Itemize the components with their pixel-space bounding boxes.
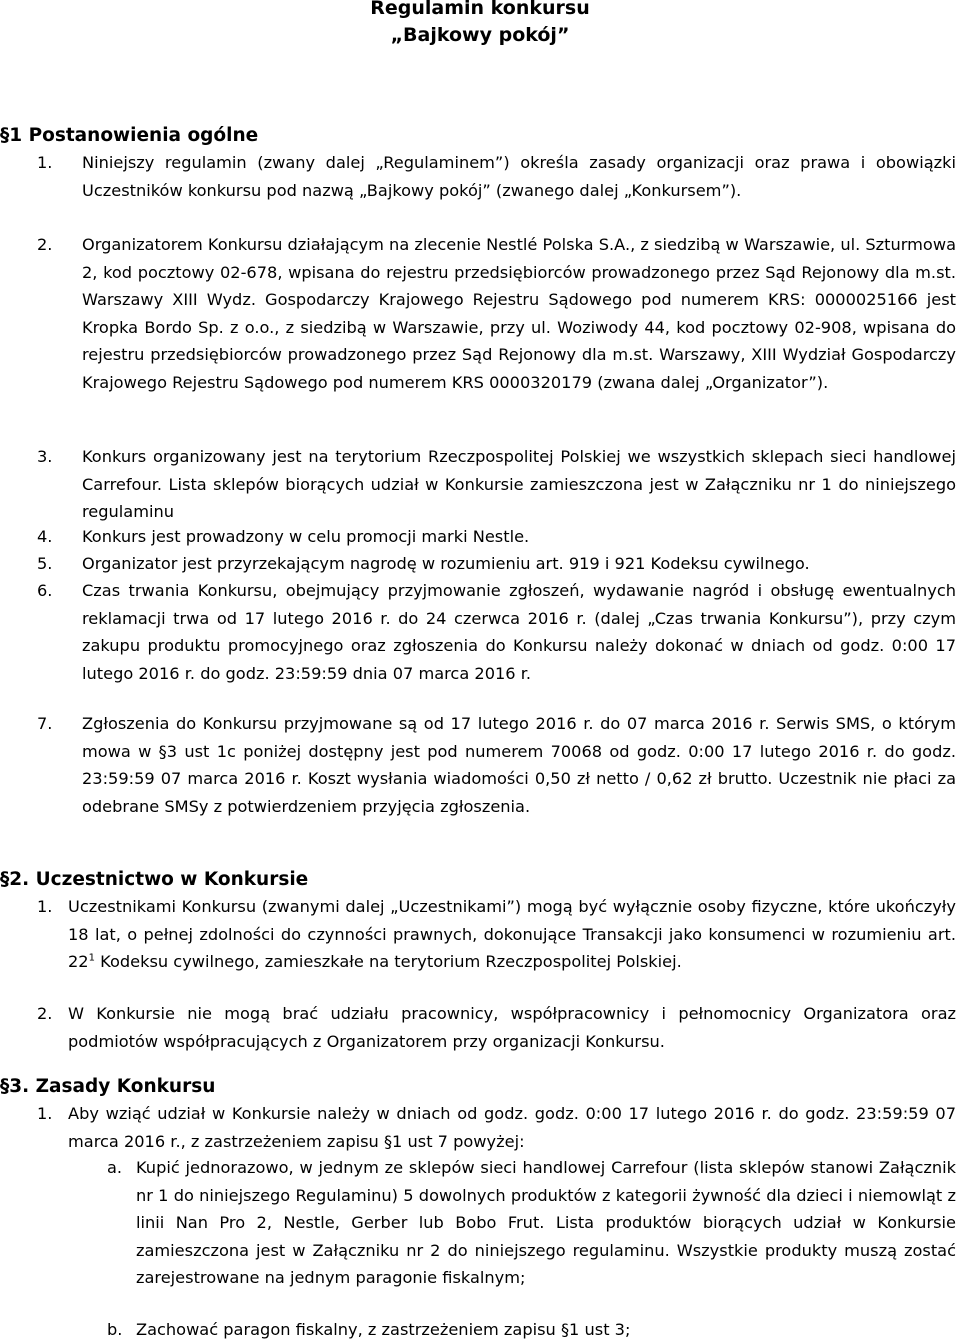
list-item-text: W Konkursie nie mogą brać udziału pracownicy, współpracownicy i pełnomocnicy Organizatora oraz podmiotów współpracujących z Organizatorem przy organizacji Konkursu. (68, 1004, 956, 1051)
list-item-text: Konkurs jest prowadzony w celu promocji marki Nestle. (82, 527, 530, 546)
section-3-heading: §3. Zasady Konkursu (0, 1076, 216, 1097)
list-number: 2. (37, 1004, 53, 1023)
list-number: 7. (37, 714, 53, 733)
list-item-text: Uczestnikami Konkursu (zwanymi dalej „Uczestnikami”) mogą być wyłącznie osoby fizyczne, które ukończyły 18 lat, o pełnej zdolności do czynności prawnych, dokonujące Transakcji jako konsumenci w rozumieniu art. $22^1$ Kodeksu cywilnego, zamieszkałe na terytorium Rzeczpospolitej Polskiej. (68, 897, 956, 971)
list-item-text: Organizatorem Konkursu działającym na zlecenie Nestlé Polska S.A., z siedzibą w Warszawie, ul. Szturmowa 2, kod pocztowy 02-678, wpisana do rejestru przedsiębiorców prowadzonego przez Sąd Rejonowy dla m.st. Warszawy XIII Wydz. Gospodarczy Krajowego Rejestru Sądowego pod numerem KRS: 0000025166 jest Kropka Bordo Sp. z o.o., z siedzibą w Warszawie, przy ul. Woziwody 44, kod pocztowy 02-908, wpisana do rejestru przedsiębiorców prowadzonego przez Sąd Rejonowy dla m.st. Warszawy, XIII Wydział Gospodarczy Krajowego Rejestru Sądowego pod numerem KRS 0000320179 (zwana dalej „Organizator”). (82, 235, 956, 392)
document-title: Regulamin konkursu (370, 0, 590, 19)
sublist-item-text: Kupić jednorazowo, w jednym ze sklepów sieci handlowej Carrefour (lista sklepów stanowi Załącznik nr 1 do niniejszego Regulaminu) 5 dowolnych produktów z kategorii żywność dla dzieci i niemowląt z linii Nan Pro 2, Nestle, Gerber lub Bobo Frut. Lista produktów biorących udział w Konkursie zamieszczona jest w Załączniku nr 2 do niniejszego regulaminu. Wszystkie produkty muszą zostać zarejestrowane na jednym paragonie fiskalnym; (136, 1158, 956, 1287)
section-1-heading: §1 Postanowienia ogólne (0, 125, 259, 146)
sublist-item-text: Zachować paragon fiskalny, z zastrzeżeniem zapisu §1 ust 3; (136, 1320, 631, 1339)
section-2-heading: §2. Uczestnictwo w Konkursie (0, 869, 309, 890)
list-number: 1. (37, 1104, 53, 1123)
list-item-text: Niniejszy regulamin (zwany dalej „Regulaminem”) określa zasady organizacji oraz prawa i obowiązki Uczestników konkursu pod nazwą „Bajkowy pokój” (zwanego dalej „Konkursem”). (82, 153, 956, 200)
list-item-text: Czas trwania Konkursu, obejmujący przyjmowanie zgłoszeń, wydawanie nagród i obsługę ewentualnych reklamacji trwa od 17 lutego 2016 r. do 24 czerwca 2016 r. (dalej „Czas trwania Konkursu”), przy czym zakupu produktu promocyjnego oraz zgłoszenia do Konkursu należy dokonać w dniach od godz. 0:00 17 lutego 2016 r. do godz. 23:59:59 dnia 07 marca 2016 r. (82, 581, 956, 683)
list-number: 1. (37, 153, 53, 172)
list-item-text: Konkurs organizowany jest na terytorium Rzeczpospolitej Polskiej we wszystkich sklepach sieci handlowej Carrefour. Lista sklepów biorących udział w Konkursie zamieszczona jest w Załączniku nr 1 do niniejszego regulaminu (82, 447, 956, 521)
list-item-text: Organizator jest przyrzekającym nagrodę w rozumieniu art. 919 i 921 Kodeksu cywilnego. (82, 554, 810, 573)
list-number: 2. (37, 235, 53, 254)
list-item-text: Zgłoszenia do Konkursu przyjmowane są od 17 lutego 2016 r. do 07 marca 2016 r. Serwis SMS, o którym mowa w §3 ust 1c poniżej dostępny jest pod numerem 70068 od godz. 0:00 17 lutego 2016 r. do godz. 23:59:59 07 marca 2016 r. Koszt wysłania wiadomości 0,50 zł netto / 0,62 zł brutto. Uczestnik nie płaci za odebrane SMSy z potwierdzeniem przyjęcia zgłoszenia. (82, 714, 956, 816)
document-subtitle: „Bajkowy pokój” (390, 24, 570, 46)
sublist-letter: b. (107, 1320, 123, 1339)
list-number: 3. (37, 447, 53, 466)
sublist-letter: a. (107, 1158, 123, 1177)
list-number: 6. (37, 581, 53, 600)
list-item-text: Aby wziąć udział w Konkursie należy w dniach od godz. godz. 0:00 17 lutego 2016 r. do godz. 23:59:59 07 marca 2016 r., z zastrzeżeniem zapisu §1 ust 7 powyżej: (68, 1104, 956, 1151)
list-number: 4. (37, 527, 53, 546)
list-number: 1. (37, 897, 53, 916)
list-number: 5. (37, 554, 53, 573)
